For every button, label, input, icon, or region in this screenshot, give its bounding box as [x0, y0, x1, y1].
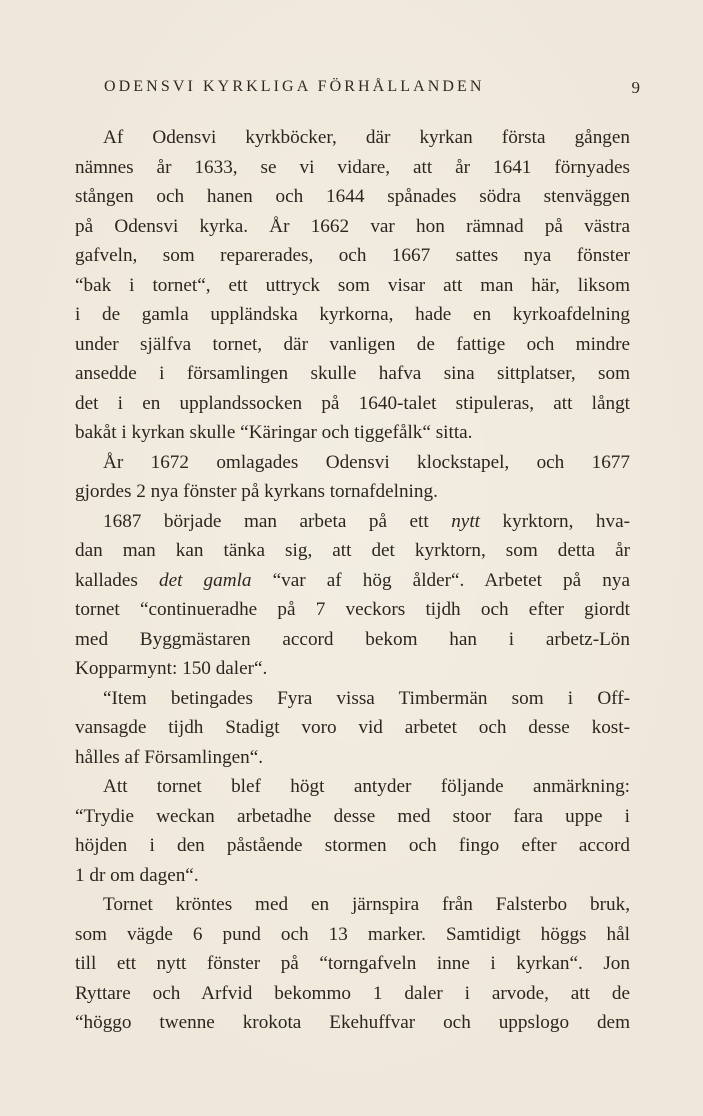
text-line: med Byggmästaren accord bekom han i arbetz-Lön	[75, 628, 630, 650]
text-line: stången och hanen och 1644 spånades södra stenväggen	[75, 186, 630, 207]
text-line: Tornet kröntes med en järnspira från Falsterbo bruk,	[103, 894, 630, 915]
running-head-title: ODENSVI KYRKLIGA FÖRHÅLLANDEN	[104, 78, 485, 95]
italic-text: nytt	[451, 510, 480, 532]
italic-text: det gamla	[158, 569, 252, 591]
text-line: nämnes år 1633, se vi vidare, att år 1641 förnyades	[75, 156, 630, 178]
text-segment: “var af hög ålder“. Arbetet på nya	[251, 569, 630, 591]
text-line: Kopparmynt: 150 daler“.	[75, 658, 268, 679]
text-line: höjden i den påstående stormen och fingo efter accord	[75, 835, 630, 856]
text-line: År 1672 omlagades Odensvi klockstapel, och 1677	[103, 451, 630, 473]
text-line: dan man kan tänka sig, att det kyrktorn, som detta år	[75, 540, 630, 561]
text-line: Ryttare och Arfvid bekommo 1 daler i arvode, att de	[75, 982, 630, 1004]
text-line	[75, 566, 630, 596]
body-text	[75, 123, 630, 1038]
text-line: Af Odensvi kyrkböcker, där kyrkan första gången	[103, 127, 630, 148]
text-line: “Item betingades Fyra vissa Timbermän som i Off-	[103, 687, 630, 709]
running-head	[104, 78, 644, 104]
text-line: i de gamla uppländska kyrkorna, hade en kyrkoafdelning	[75, 304, 630, 325]
text-line: det i en upplandssocken på 1640-talet stipuleras, att långt	[75, 392, 630, 414]
text-line: 1 dr om dagen“.	[75, 864, 199, 886]
text-line: “Trydie weckan arbetadhe desse med stoor fara uppe i	[75, 805, 630, 827]
text-line: gjordes 2 nya fönster på kyrkans tornafdelning.	[75, 481, 438, 502]
text-line: på Odensvi kyrka. År 1662 var hon rämnad på västra	[75, 215, 630, 237]
text-line: till ett nytt fönster på “torngafveln inne i kyrkan“. Jon	[75, 953, 630, 974]
text-line: “bak i tornet“, ett uttryck som visar att man här, liksom	[75, 274, 630, 296]
text-line: som vägde 6 pund och 13 marker. Samtidigt höggs hål	[75, 923, 630, 945]
text-line: gafveln, som reparerades, och 1667 sattes nya fönster	[75, 245, 630, 266]
text-line: “höggo twenne krokota Ekehuffvar och uppslogo dem	[75, 1012, 630, 1033]
text-segment: kyrktorn, hva-	[479, 510, 630, 532]
text-line: ansedde i församlingen skulle hafva sina sittplatser, som	[75, 363, 630, 384]
page-number: 9	[631, 78, 640, 97]
text-line: hålles af Församlingen“.	[75, 746, 264, 768]
text-segment: 1687 började man arbeta på ett	[103, 510, 452, 532]
text-line: under själfva tornet, där vanligen de fattige och mindre	[75, 333, 630, 355]
text-line: Att tornet blef högt antyder följande anmärkning:	[103, 776, 630, 797]
text-line	[75, 507, 630, 537]
text-line: bakåt i kyrkan skulle “Käringar och tiggefålk“ sitta.	[75, 422, 473, 443]
text-line: tornet “continueradhe på 7 veckors tijdh och efter giordt	[75, 599, 630, 620]
text-segment: kallades	[75, 569, 159, 591]
text-line: vansagde tijdh Stadigt voro vid arbetet och desse kost-	[75, 717, 630, 738]
